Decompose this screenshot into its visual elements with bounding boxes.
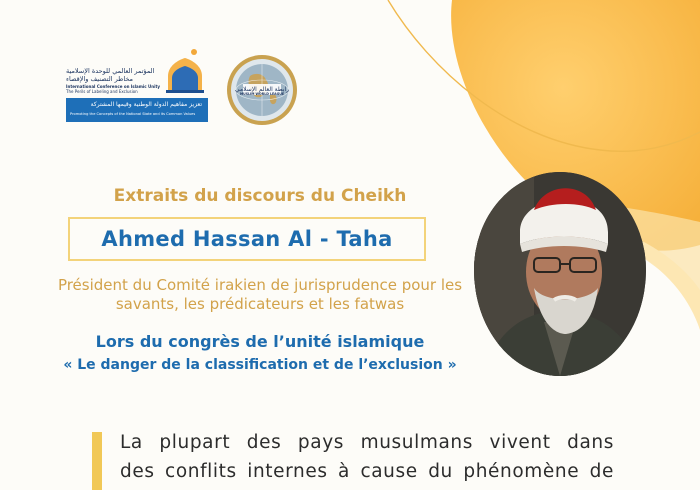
event-theme: « Le danger de la classification et de l’exclusion » — [63, 357, 457, 373]
conference-logo — [66, 46, 208, 124]
quote-bar — [92, 432, 102, 490]
mosque-dome-icon — [164, 46, 206, 96]
speech-line-2: des conflits internes à cause du phénomène de — [120, 461, 614, 482]
logo-english-subtitle: The Perils of Labeling and Exclusion — [66, 89, 138, 94]
speaker-name: Ahmed Hassan Al - Taha — [101, 227, 393, 251]
speech-excerpt — [120, 428, 614, 486]
muslim-world-league-logo — [226, 54, 298, 126]
mwl-english-name: MUSLIM WORLD LEAGUE — [239, 92, 285, 96]
speech-line-1: La plupart des pays musulmans vivent dans — [120, 432, 614, 453]
event-title: Lors du congrès de l’unité islamique — [95, 332, 425, 351]
speaker-portrait — [474, 172, 646, 376]
band-arabic-text: تعزيز مفاهيم الدولة الوطنية وقيمها المشتركة — [90, 101, 202, 108]
logo-arabic-subtitle: مخاطر التصنيف والإقصاء — [66, 75, 134, 83]
portrait-illustration — [474, 172, 646, 376]
speaker-role-line-2: savants, les prédicateurs et les fatwas — [115, 295, 405, 313]
speaker-role-line-1: Président du Comité irakien de jurisprudence pour les — [57, 276, 463, 294]
intro-heading: Extraits du discours du Cheikh — [113, 186, 407, 206]
logo-blue-band — [66, 98, 208, 122]
band-english-text: Promoting the Concepts of the National State and its Common Values — [70, 112, 196, 116]
logo-english-title: International Conference on Islamic Unity — [66, 84, 161, 89]
speaker-name-box — [68, 217, 426, 261]
speaker-role — [44, 276, 476, 314]
mwl-arabic-name: رابطة العالم الإسلامي — [234, 86, 290, 93]
logo-arabic-title: المؤتمر العالمي للوحدة الإسلامية — [66, 67, 155, 75]
